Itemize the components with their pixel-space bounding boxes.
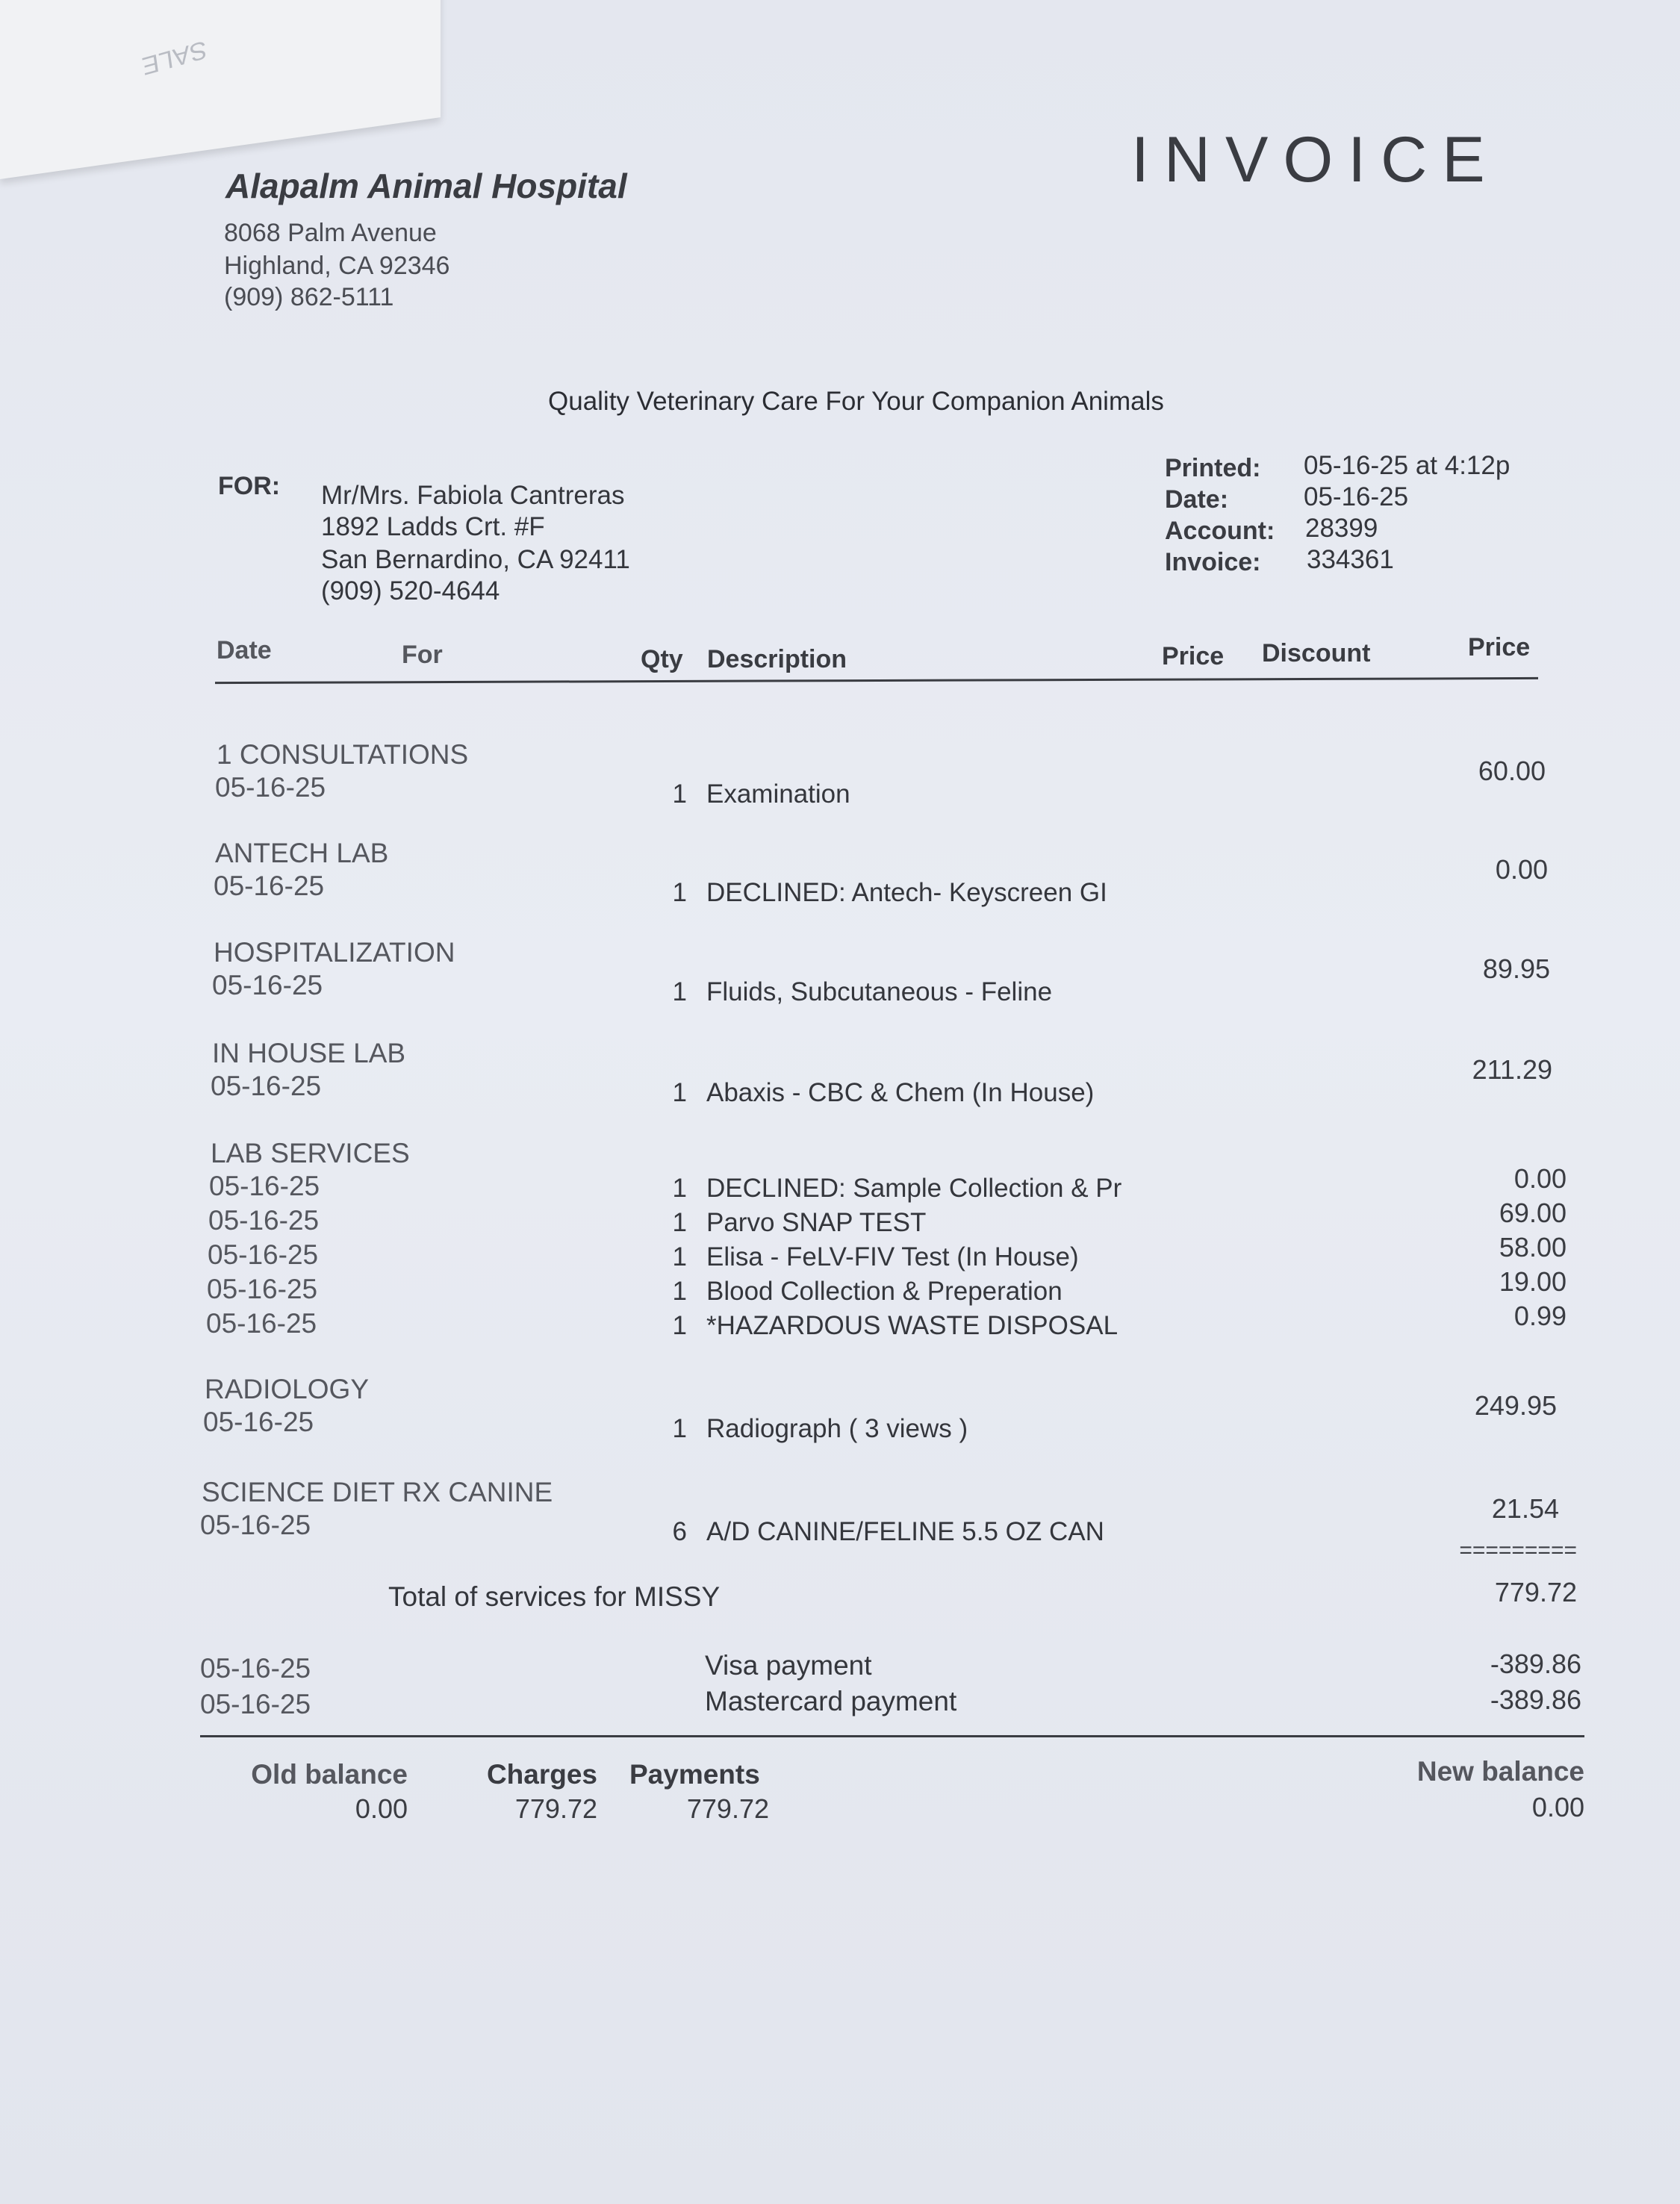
hospital-name: Alapalm Animal Hospital xyxy=(225,166,627,205)
printed-value: 05-16-25 at 4:12p xyxy=(1304,451,1511,480)
item-price: 60.00 xyxy=(1478,756,1546,786)
category-heading: LAB SERVICES xyxy=(211,1138,410,1168)
payment-description: Mastercard payment xyxy=(705,1686,957,1716)
hospital-address-line1: 8068 Palm Avenue xyxy=(224,219,437,247)
client-city: San Bernardino, CA 92411 xyxy=(321,545,630,574)
item-description: *HAZARDOUS WASTE DISPOSAL xyxy=(706,1311,1119,1340)
total-separator: ========= xyxy=(1459,1538,1577,1563)
item-description: Radiograph ( 3 views ) xyxy=(706,1414,968,1443)
column-total-price: Price xyxy=(1468,633,1531,661)
invoice-title: INVOICE xyxy=(1131,124,1500,196)
payment-date: 05-16-25 xyxy=(200,1689,311,1719)
item-qty: 1 xyxy=(672,1277,687,1306)
payment-description: Visa payment xyxy=(705,1650,872,1681)
item-description: Fluids, Subcutaneous - Feline xyxy=(706,977,1053,1006)
date-value: 05-16-25 xyxy=(1304,482,1409,511)
item-qty: 1 xyxy=(672,779,687,809)
item-price: 69.00 xyxy=(1499,1198,1567,1228)
hospital-address-line2: Highland, CA 92346 xyxy=(224,252,450,280)
item-date: 05-16-25 xyxy=(209,1171,320,1201)
item-price: 58.00 xyxy=(1499,1232,1567,1263)
old-balance-value: 0.00 xyxy=(355,1793,408,1824)
column-description: Description xyxy=(707,645,847,673)
total-label: Total of services for MISSY xyxy=(388,1581,721,1612)
item-price: 21.54 xyxy=(1491,1493,1559,1524)
item-description: Abaxis - CBC & Chem (In House) xyxy=(706,1078,1095,1107)
column-price: Price xyxy=(1162,642,1225,670)
item-qty: 1 xyxy=(672,977,687,1006)
item-date: 05-16-25 xyxy=(215,772,326,803)
client-name: Mr/Mrs. Fabiola Cantreras xyxy=(321,481,625,510)
item-qty: 1 xyxy=(672,1414,687,1443)
category-heading: SCIENCE DIET RX CANINE xyxy=(202,1477,553,1507)
payment-amount: -389.86 xyxy=(1490,1684,1581,1715)
new-balance-label: New balance xyxy=(1416,1756,1584,1787)
payments-value: 779.72 xyxy=(686,1793,769,1824)
column-qty: Qty xyxy=(641,645,683,673)
charges-label: Charges xyxy=(486,1759,597,1790)
item-date: 05-16-25 xyxy=(200,1510,311,1540)
item-price: 0.99 xyxy=(1513,1301,1567,1331)
column-discount: Discount xyxy=(1262,639,1371,667)
item-description: Elisa - FeLV-FIV Test (In House) xyxy=(706,1242,1079,1271)
payments-label: Payments xyxy=(629,1759,760,1790)
item-price: 211.29 xyxy=(1472,1054,1552,1085)
category-heading: ANTECH LAB xyxy=(215,838,389,868)
item-price: 0.00 xyxy=(1513,1163,1567,1194)
item-price: 249.95 xyxy=(1474,1390,1557,1421)
item-date: 05-16-25 xyxy=(208,1205,320,1236)
tagline: Quality Veterinary Care For Your Companion Animals xyxy=(548,387,1164,416)
column-for: For xyxy=(402,641,443,669)
total-value: 779.72 xyxy=(1494,1577,1577,1607)
receipt-scrap-text: SALE xyxy=(140,34,209,81)
category-heading: RADIOLOGY xyxy=(205,1374,369,1404)
category-heading: HOSPITALIZATION xyxy=(214,937,455,968)
client-phone: (909) 520-4644 xyxy=(321,576,500,606)
summary-rule xyxy=(200,1735,1584,1737)
item-description: DECLINED: Antech- Keyscreen GI xyxy=(706,878,1107,907)
old-balance-label: Old balance xyxy=(251,1759,408,1790)
charges-value: 779.72 xyxy=(514,1793,597,1824)
invoice-number: 334361 xyxy=(1307,545,1394,574)
item-qty: 1 xyxy=(672,1311,687,1340)
category-heading: IN HOUSE LAB xyxy=(212,1038,406,1068)
payment-amount: -389.86 xyxy=(1490,1649,1581,1679)
item-description: A/D CANINE/FELINE 5.5 OZ CAN xyxy=(706,1517,1104,1546)
payment-date: 05-16-25 xyxy=(200,1653,311,1684)
item-qty: 1 xyxy=(672,1174,687,1203)
for-label: FOR: xyxy=(218,472,281,500)
item-date: 05-16-25 xyxy=(212,970,323,1000)
item-qty: 1 xyxy=(672,1242,687,1271)
item-description: DECLINED: Sample Collection & Pr xyxy=(706,1174,1122,1203)
item-date: 05-16-25 xyxy=(207,1274,318,1304)
printed-label: Printed: xyxy=(1165,454,1261,482)
invoice-label: Invoice: xyxy=(1165,548,1261,576)
client-street: 1892 Ladds Crt. #F xyxy=(321,512,545,541)
item-price: 19.00 xyxy=(1499,1266,1567,1297)
item-date: 05-16-25 xyxy=(208,1239,319,1270)
hospital-phone: (909) 862-5111 xyxy=(224,283,394,311)
account-label: Account: xyxy=(1165,517,1275,545)
item-qty: 1 xyxy=(672,1208,687,1237)
item-price: 89.95 xyxy=(1482,953,1550,984)
new-balance-value: 0.00 xyxy=(1531,1792,1584,1822)
item-qty: 6 xyxy=(672,1517,687,1546)
item-qty: 1 xyxy=(672,1078,687,1107)
item-date: 05-16-25 xyxy=(203,1407,314,1437)
category-heading: 1 CONSULTATIONS xyxy=(217,739,469,770)
item-description: Blood Collection & Preperation xyxy=(706,1277,1063,1306)
column-date: Date xyxy=(217,636,272,664)
item-description: Parvo SNAP TEST xyxy=(706,1208,927,1237)
item-date: 05-16-25 xyxy=(214,871,325,901)
item-date: 05-16-25 xyxy=(211,1071,322,1101)
item-price: 0.00 xyxy=(1495,854,1548,885)
item-date: 05-16-25 xyxy=(206,1308,317,1339)
item-qty: 1 xyxy=(672,878,687,907)
date-label: Date: xyxy=(1165,485,1229,514)
account-value: 28399 xyxy=(1305,514,1378,543)
item-description: Examination xyxy=(706,779,850,809)
